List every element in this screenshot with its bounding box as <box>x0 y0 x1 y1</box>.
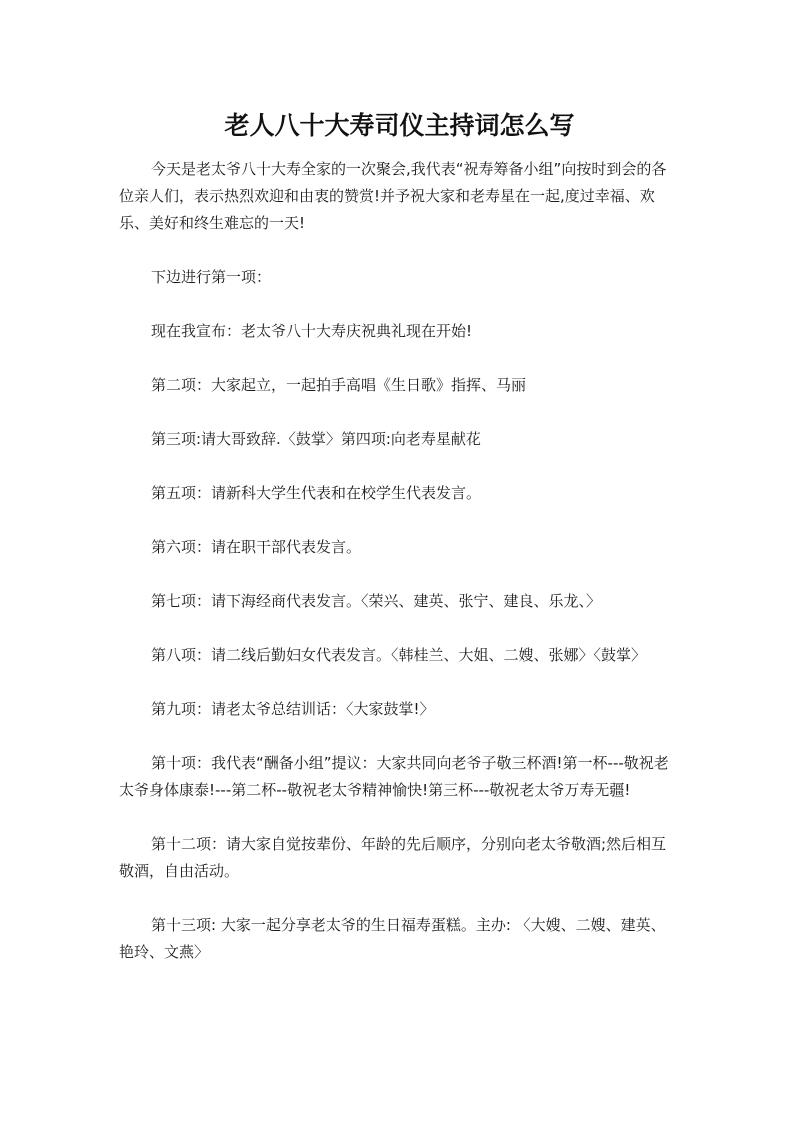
paragraph-item-8: 第八项：请二线后勤妇女代表发言。〈韩桂兰、大姐、二嫂、张娜〉〈鼓掌〉 <box>151 646 647 664</box>
paragraph-item-intro: 下边进行第一项： <box>151 268 272 286</box>
paragraph-item-5: 第五项：请新科大学生代表和在校学生代表发言。 <box>151 484 482 502</box>
paragraph-item-3-4: 第三项:请大哥致辞.〈鼓掌〉第四项:向老寿星献花 <box>151 430 481 448</box>
paragraph-item-7: 第七项：请下海经商代表发言。〈荣兴、建英、张宁、建良、乐龙、〉 <box>151 592 602 610</box>
paragraph-opening: 今天是老太爷八十大寿全家的一次聚会,我代表“祝寿筹备小组”向按时到会的各位亲人们，表示热烈欢迎和由衷的赞赏!并予祝大家和老寿星在一起,度过幸福、欢乐、美好和终生难忘的一天! <box>119 160 667 232</box>
paragraph-item-6: 第六项：请在职干部代表发言。 <box>151 538 362 556</box>
paragraph-item-1: 现在我宣布：老太爷八十大寿庆祝典礼现在开始! <box>151 322 473 340</box>
paragraph-item-10: 第十项：我代表“酬备小组”提议：大家共同向老爷子敬三杯酒!第一杯---敬祝老太爷身体康泰!---第二杯--敬祝老太爷精神愉快!第三杯---敬祝老太爷万寿无疆! <box>119 754 669 799</box>
document-title: 老人八十大寿司仪主持词怎么写 <box>224 111 575 140</box>
paragraph-item-13: 第十三项: 大家一起分享老太爷的生日福寿蛋糕。主办: 〈大嫂、二嫂、建英、艳玲、文燕〉 <box>119 916 666 961</box>
paragraph-item-2: 第二项：大家起立，一起拍手高唱《生日歌》指挥、马丽 <box>151 376 527 394</box>
paragraph-item-9: 第九项：请老太爷总结训话：〈大家鼓掌!〉 <box>151 700 435 718</box>
paragraph-item-12: 第十二项：请大家自觉按辈份、年龄的先后顺序，分别向老太爷敬酒;然后相互敬酒，自由活动。 <box>119 835 667 880</box>
